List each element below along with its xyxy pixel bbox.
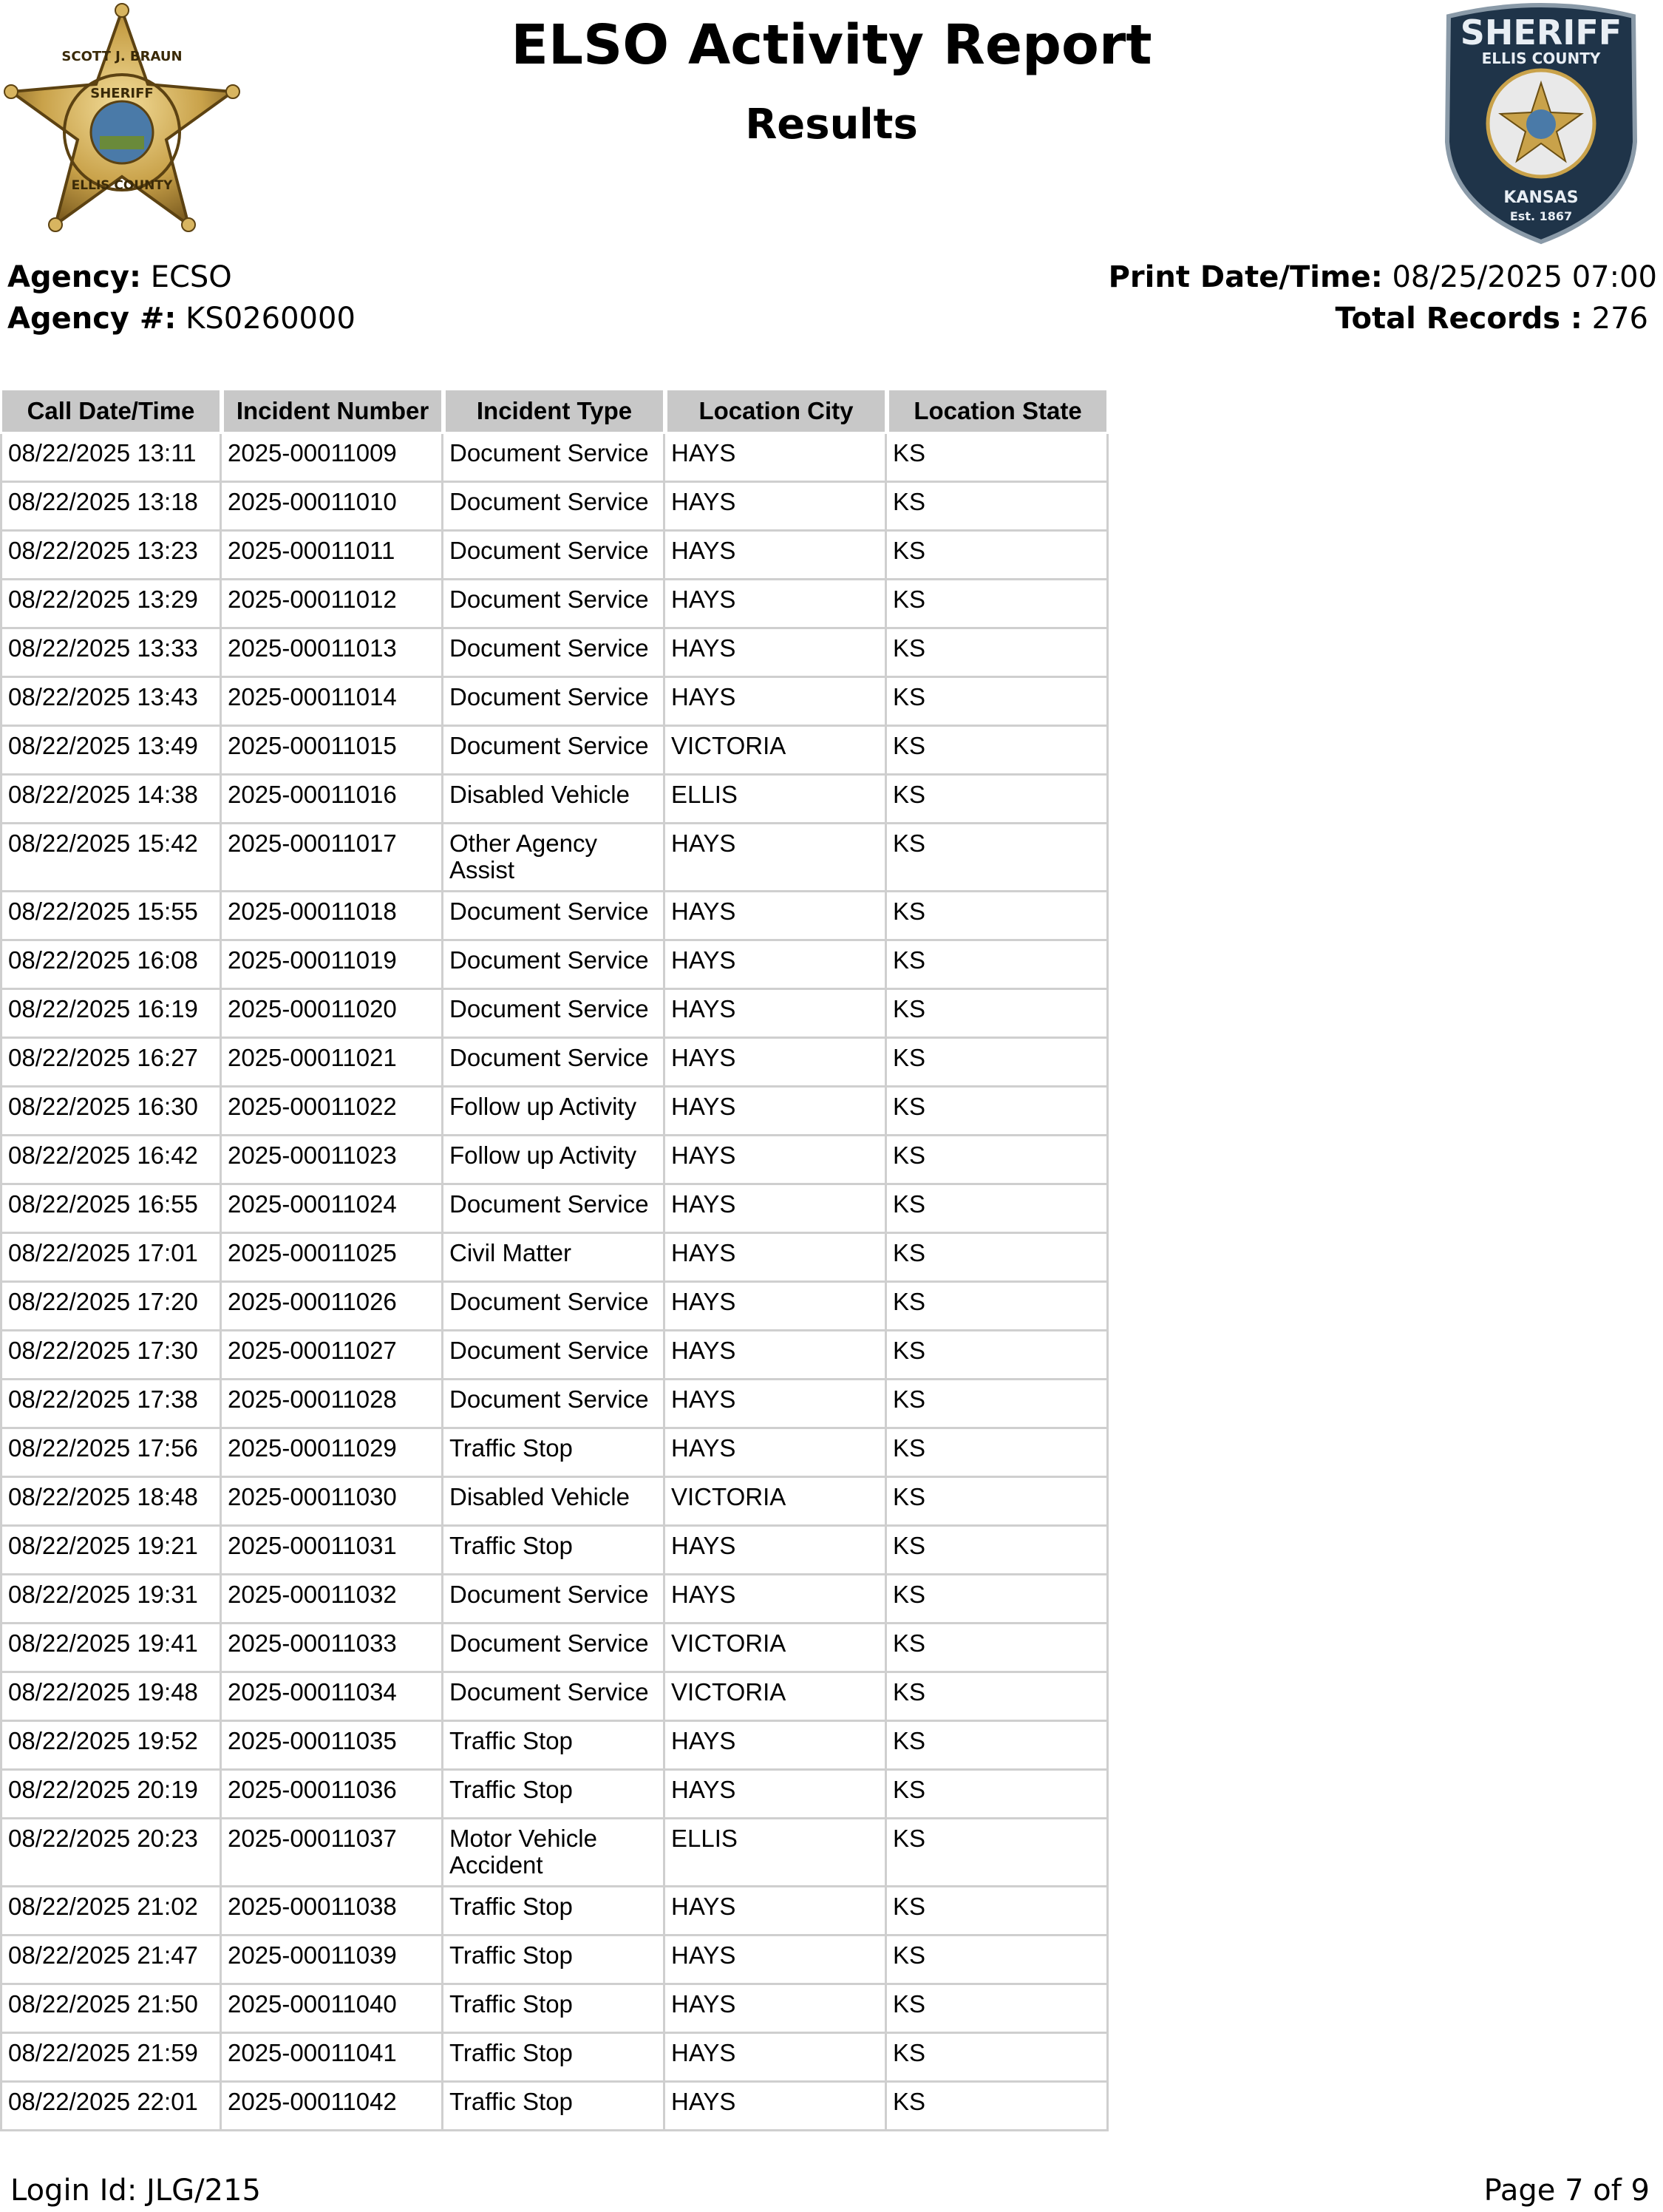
incident-number-cell: 2025-00011013: [222, 629, 443, 678]
location-state-cell: KS: [887, 1283, 1109, 1331]
incident-number-cell: 2025-00011017: [222, 824, 443, 892]
table-row: [0, 483, 1109, 532]
total-records-value: 276: [1582, 302, 1648, 336]
incident-number-cell: 2025-00011015: [222, 727, 443, 776]
call-datetime-cell: 08/22/2025 19:48: [0, 1673, 222, 1722]
call-datetime-cell: 08/22/2025 16:19: [0, 990, 222, 1039]
location-city-cell: HAYS: [665, 1429, 887, 1478]
table-row: [0, 1429, 1109, 1478]
location-state-cell: KS: [887, 1887, 1109, 1936]
incident-number-cell: 2025-00011014: [222, 678, 443, 727]
table-row: [0, 1575, 1109, 1624]
table-row: [0, 1185, 1109, 1234]
incident-type-cell: Traffic Stop: [443, 1985, 665, 2034]
report-subtitle: Results: [745, 101, 918, 149]
incident-type-cell: Document Service: [443, 1283, 665, 1331]
total-records-line: [1336, 302, 1648, 336]
table-row: [0, 1722, 1109, 1771]
incident-number-cell: 2025-00011022: [222, 1088, 443, 1136]
agency-number-line: [7, 302, 356, 336]
location-state-cell: KS: [887, 727, 1109, 776]
incident-type-cell: Document Service: [443, 678, 665, 727]
incident-type-cell: Document Service: [443, 1331, 665, 1380]
svg-text:SHERIFF: SHERIFF: [1460, 13, 1622, 52]
call-datetime-cell: 08/22/2025 13:11: [0, 434, 222, 483]
call-datetime-cell: 08/22/2025 14:38: [0, 776, 222, 824]
location-city-cell: HAYS: [665, 1283, 887, 1331]
location-state-cell: KS: [887, 1380, 1109, 1429]
call-datetime-cell: 08/22/2025 19:21: [0, 1527, 222, 1575]
incident-type-cell: Document Service: [443, 532, 665, 580]
location-city-cell: HAYS: [665, 483, 887, 532]
call-datetime-cell: 08/22/2025 17:20: [0, 1283, 222, 1331]
svg-text:ELLIS COUNTY: ELLIS COUNTY: [71, 178, 173, 193]
call-datetime-cell: 08/22/2025 13:23: [0, 532, 222, 580]
incident-number-cell: 2025-00011031: [222, 1527, 443, 1575]
table-row: [0, 1380, 1109, 1429]
incident-number-cell: 2025-00011024: [222, 1185, 443, 1234]
location-state-cell: KS: [887, 1429, 1109, 1478]
column-header-location-state: Location State: [887, 388, 1109, 434]
page-number: Page 7 of 9: [1483, 2174, 1650, 2208]
location-city-cell: HAYS: [665, 2034, 887, 2083]
table-row: [0, 1985, 1109, 2034]
incident-number-cell: 2025-00011039: [222, 1936, 443, 1985]
location-city-cell: HAYS: [665, 1936, 887, 1985]
location-state-cell: KS: [887, 1185, 1109, 1234]
location-city-cell: HAYS: [665, 1985, 887, 2034]
table-row: [0, 1234, 1109, 1283]
table-row: [0, 580, 1109, 629]
location-city-cell: HAYS: [665, 1331, 887, 1380]
call-datetime-cell: 08/22/2025 19:52: [0, 1722, 222, 1771]
location-state-cell: KS: [887, 1039, 1109, 1088]
incident-type-cell: Document Service: [443, 1673, 665, 1722]
incident-type-cell: Traffic Stop: [443, 2034, 665, 2083]
call-datetime-cell: 08/22/2025 20:23: [0, 1819, 222, 1887]
location-city-cell: HAYS: [665, 1575, 887, 1624]
table-row: [0, 1136, 1109, 1185]
incident-number-cell: 2025-00011028: [222, 1380, 443, 1429]
incident-type-cell: Document Service: [443, 1185, 665, 1234]
location-city-cell: HAYS: [665, 532, 887, 580]
location-city-cell: HAYS: [665, 1185, 887, 1234]
incident-number-cell: 2025-00011019: [222, 941, 443, 990]
incident-type-cell: Document Service: [443, 941, 665, 990]
call-datetime-cell: 08/22/2025 17:38: [0, 1380, 222, 1429]
call-datetime-cell: 08/22/2025 17:30: [0, 1331, 222, 1380]
location-city-cell: HAYS: [665, 1380, 887, 1429]
location-city-cell: VICTORIA: [665, 1478, 887, 1527]
location-state-cell: KS: [887, 824, 1109, 892]
incident-type-cell: Traffic Stop: [443, 1429, 665, 1478]
table-row: [0, 941, 1109, 990]
location-state-cell: KS: [887, 434, 1109, 483]
location-city-cell: VICTORIA: [665, 1673, 887, 1722]
location-state-cell: KS: [887, 1331, 1109, 1380]
location-city-cell: HAYS: [665, 1527, 887, 1575]
call-datetime-cell: 08/22/2025 15:55: [0, 892, 222, 941]
location-state-cell: KS: [887, 2083, 1109, 2131]
location-city-cell: HAYS: [665, 941, 887, 990]
incident-number-cell: 2025-00011018: [222, 892, 443, 941]
location-state-cell: KS: [887, 629, 1109, 678]
incident-number-cell: 2025-00011009: [222, 434, 443, 483]
call-datetime-cell: 08/22/2025 22:01: [0, 2083, 222, 2131]
incident-number-cell: 2025-00011012: [222, 580, 443, 629]
print-datetime-line: [1109, 260, 1657, 294]
location-city-cell: HAYS: [665, 1039, 887, 1088]
call-datetime-cell: 08/22/2025 16:30: [0, 1088, 222, 1136]
incident-type-cell: Traffic Stop: [443, 1722, 665, 1771]
call-datetime-cell: 08/22/2025 13:49: [0, 727, 222, 776]
location-state-cell: KS: [887, 892, 1109, 941]
incident-type-cell: Document Service: [443, 1039, 665, 1088]
call-datetime-cell: 08/22/2025 13:33: [0, 629, 222, 678]
location-state-cell: KS: [887, 532, 1109, 580]
location-state-cell: KS: [887, 1936, 1109, 1985]
incident-type-cell: Traffic Stop: [443, 2083, 665, 2131]
table-row: [0, 2083, 1109, 2131]
table-row: [0, 532, 1109, 580]
table-header-row: [0, 388, 1109, 434]
table-row: [0, 776, 1109, 824]
table-row: [0, 1936, 1109, 1985]
call-datetime-cell: 08/22/2025 13:18: [0, 483, 222, 532]
call-datetime-cell: 08/22/2025 19:41: [0, 1624, 222, 1673]
print-datetime-value: 08/25/2025 07:00: [1382, 260, 1657, 294]
incident-number-cell: 2025-00011038: [222, 1887, 443, 1936]
activity-table: [0, 388, 1109, 2131]
call-datetime-cell: 08/22/2025 21:02: [0, 1887, 222, 1936]
incident-number-cell: 2025-00011041: [222, 2034, 443, 2083]
incident-number-cell: 2025-00011037: [222, 1819, 443, 1887]
call-datetime-cell: 08/22/2025 21:47: [0, 1936, 222, 1985]
location-city-cell: HAYS: [665, 434, 887, 483]
incident-number-cell: 2025-00011042: [222, 2083, 443, 2131]
svg-text:ELLIS COUNTY: ELLIS COUNTY: [1481, 50, 1601, 67]
svg-text:SHERIFF: SHERIFF: [90, 86, 154, 101]
incident-type-cell: Document Service: [443, 434, 665, 483]
call-datetime-cell: 08/22/2025 16:27: [0, 1039, 222, 1088]
column-header-location-city: Location City: [665, 388, 887, 434]
table-row: [0, 1331, 1109, 1380]
call-datetime-cell: 08/22/2025 19:31: [0, 1575, 222, 1624]
login-id: Login Id: JLG/215: [10, 2174, 261, 2208]
incident-number-cell: 2025-00011040: [222, 1985, 443, 2034]
agency-number-label: Agency #:: [7, 302, 177, 336]
svg-text:SCOTT J. BRAUN: SCOTT J. BRAUN: [61, 49, 183, 64]
incident-number-cell: 2025-00011033: [222, 1624, 443, 1673]
location-state-cell: KS: [887, 1527, 1109, 1575]
incident-type-cell: Other Agency Assist: [443, 824, 665, 892]
incident-number-cell: 2025-00011010: [222, 483, 443, 532]
location-state-cell: KS: [887, 1771, 1109, 1819]
incident-type-cell: Traffic Stop: [443, 1887, 665, 1936]
table-row: [0, 678, 1109, 727]
incident-type-cell: Document Service: [443, 727, 665, 776]
column-header-call-datetime: Call Date/Time: [0, 388, 222, 434]
location-city-cell: ELLIS: [665, 1819, 887, 1887]
location-state-cell: KS: [887, 1088, 1109, 1136]
incident-number-cell: 2025-00011027: [222, 1331, 443, 1380]
incident-number-cell: 2025-00011020: [222, 990, 443, 1039]
location-state-cell: KS: [887, 580, 1109, 629]
location-state-cell: KS: [887, 1722, 1109, 1771]
table-row: [0, 629, 1109, 678]
table-row: [0, 727, 1109, 776]
location-state-cell: KS: [887, 990, 1109, 1039]
call-datetime-cell: 08/22/2025 20:19: [0, 1771, 222, 1819]
incident-type-cell: Civil Matter: [443, 1234, 665, 1283]
location-state-cell: KS: [887, 1624, 1109, 1673]
table-row: [0, 434, 1109, 483]
incident-type-cell: Traffic Stop: [443, 1771, 665, 1819]
location-city-cell: HAYS: [665, 1136, 887, 1185]
location-city-cell: HAYS: [665, 1234, 887, 1283]
location-city-cell: HAYS: [665, 1887, 887, 1936]
incident-type-cell: Motor Vehicle Accident: [443, 1819, 665, 1887]
sheriff-shield-patch-icon: [1441, 1, 1641, 245]
agency-number-value: KS0260000: [176, 302, 356, 336]
column-header-incident-number: Incident Number: [222, 388, 443, 434]
call-datetime-cell: 08/22/2025 17:01: [0, 1234, 222, 1283]
call-datetime-cell: 08/22/2025 15:42: [0, 824, 222, 892]
call-datetime-cell: 08/22/2025 17:56: [0, 1429, 222, 1478]
incident-type-cell: Document Service: [443, 483, 665, 532]
location-city-cell: HAYS: [665, 580, 887, 629]
incident-number-cell: 2025-00011034: [222, 1673, 443, 1722]
incident-type-cell: Traffic Stop: [443, 1936, 665, 1985]
location-state-cell: KS: [887, 941, 1109, 990]
call-datetime-cell: 08/22/2025 21:50: [0, 1985, 222, 2034]
location-city-cell: HAYS: [665, 2083, 887, 2131]
incident-number-cell: 2025-00011032: [222, 1575, 443, 1624]
table-row: [0, 990, 1109, 1039]
incident-type-cell: Disabled Vehicle: [443, 776, 665, 824]
incident-type-cell: Document Service: [443, 629, 665, 678]
incident-number-cell: 2025-00011011: [222, 532, 443, 580]
location-state-cell: KS: [887, 1819, 1109, 1887]
incident-number-cell: 2025-00011021: [222, 1039, 443, 1088]
location-city-cell: HAYS: [665, 629, 887, 678]
location-city-cell: HAYS: [665, 678, 887, 727]
table-row: [0, 824, 1109, 892]
location-state-cell: KS: [887, 1673, 1109, 1722]
incident-type-cell: Document Service: [443, 1624, 665, 1673]
table-row: [0, 1819, 1109, 1887]
report-title: ELSO Activity Report: [511, 13, 1152, 77]
svg-text:KANSAS: KANSAS: [1503, 189, 1579, 207]
incident-number-cell: 2025-00011023: [222, 1136, 443, 1185]
table-row: [0, 1673, 1109, 1722]
location-city-cell: HAYS: [665, 824, 887, 892]
incident-type-cell: Follow up Activity: [443, 1136, 665, 1185]
table-row: [0, 2034, 1109, 2083]
location-state-cell: KS: [887, 2034, 1109, 2083]
agency-value: ECSO: [140, 260, 232, 294]
location-state-cell: KS: [887, 483, 1109, 532]
table-row: [0, 1887, 1109, 1936]
table-row: [0, 1283, 1109, 1331]
location-city-cell: VICTORIA: [665, 1624, 887, 1673]
location-city-cell: ELLIS: [665, 776, 887, 824]
incident-type-cell: Disabled Vehicle: [443, 1478, 665, 1527]
call-datetime-cell: 08/22/2025 13:29: [0, 580, 222, 629]
location-state-cell: KS: [887, 1136, 1109, 1185]
location-state-cell: KS: [887, 1234, 1109, 1283]
incident-number-cell: 2025-00011026: [222, 1283, 443, 1331]
location-state-cell: KS: [887, 1478, 1109, 1527]
table-row: [0, 1771, 1109, 1819]
incident-number-cell: 2025-00011029: [222, 1429, 443, 1478]
table-row: [0, 1039, 1109, 1088]
table-row: [0, 892, 1109, 941]
location-city-cell: HAYS: [665, 990, 887, 1039]
incident-type-cell: Follow up Activity: [443, 1088, 665, 1136]
incident-type-cell: Document Service: [443, 580, 665, 629]
call-datetime-cell: 08/22/2025 21:59: [0, 2034, 222, 2083]
table-row: [0, 1527, 1109, 1575]
location-state-cell: KS: [887, 678, 1109, 727]
incident-type-cell: Document Service: [443, 1575, 665, 1624]
incident-number-cell: 2025-00011025: [222, 1234, 443, 1283]
call-datetime-cell: 08/22/2025 18:48: [0, 1478, 222, 1527]
svg-text:Est. 1867: Est. 1867: [1509, 209, 1573, 223]
call-datetime-cell: 08/22/2025 16:55: [0, 1185, 222, 1234]
incident-type-cell: Document Service: [443, 892, 665, 941]
incident-number-cell: 2025-00011030: [222, 1478, 443, 1527]
total-records-label: Total Records :: [1335, 302, 1582, 336]
table-row: [0, 1624, 1109, 1673]
location-city-cell: VICTORIA: [665, 727, 887, 776]
location-state-cell: KS: [887, 1575, 1109, 1624]
location-city-cell: HAYS: [665, 1771, 887, 1819]
print-datetime-label: Print Date/Time:: [1108, 260, 1383, 294]
column-header-incident-type: Incident Type: [443, 388, 665, 434]
location-state-cell: KS: [887, 776, 1109, 824]
incident-number-cell: 2025-00011036: [222, 1771, 443, 1819]
table-row: [0, 1478, 1109, 1527]
call-datetime-cell: 08/22/2025 16:08: [0, 941, 222, 990]
incident-type-cell: Document Service: [443, 1380, 665, 1429]
location-city-cell: HAYS: [665, 1088, 887, 1136]
table-row: [0, 1088, 1109, 1136]
incident-type-cell: Document Service: [443, 990, 665, 1039]
agency-label: Agency:: [7, 260, 141, 294]
agency-line: [7, 260, 232, 294]
incident-number-cell: 2025-00011035: [222, 1722, 443, 1771]
call-datetime-cell: 08/22/2025 16:42: [0, 1136, 222, 1185]
incident-number-cell: 2025-00011016: [222, 776, 443, 824]
incident-type-cell: Traffic Stop: [443, 1527, 665, 1575]
location-city-cell: HAYS: [665, 1722, 887, 1771]
call-datetime-cell: 08/22/2025 13:43: [0, 678, 222, 727]
location-city-cell: HAYS: [665, 892, 887, 941]
location-state-cell: KS: [887, 1985, 1109, 2034]
